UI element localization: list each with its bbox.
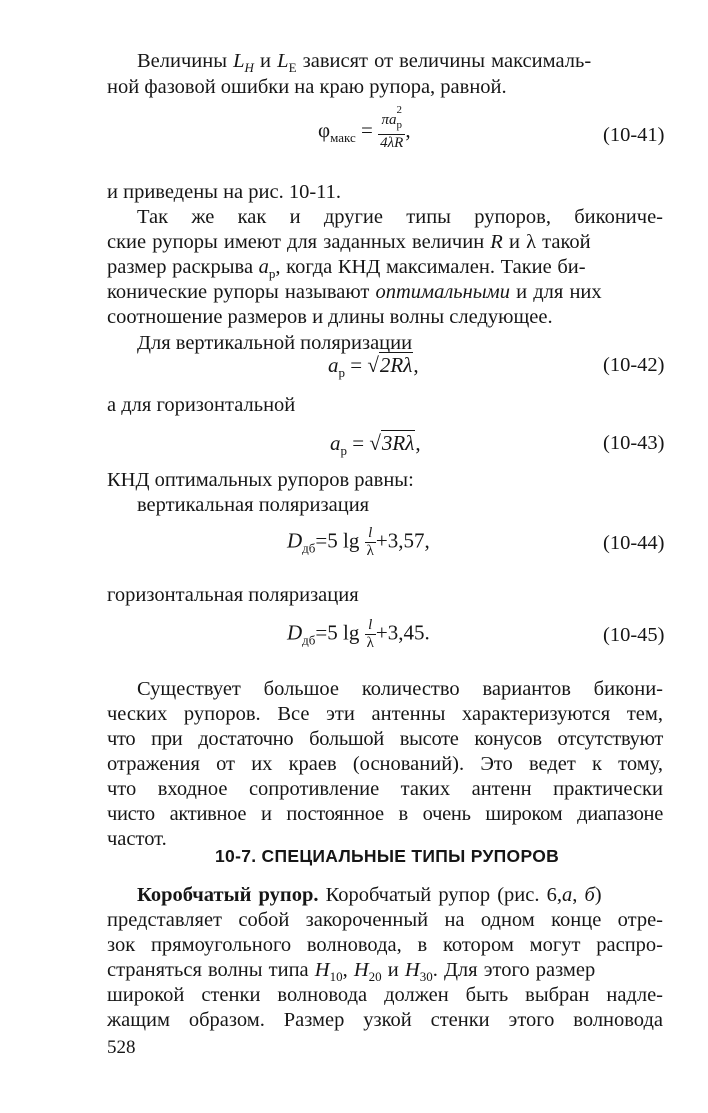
eq-lhs-sub: р (340, 443, 347, 459)
text-line: частот. (107, 828, 167, 850)
text-line: Коробчатый рупор. Коробчатый рупор (рис. 6,а, б) (137, 884, 602, 906)
symbol: L (277, 50, 289, 72)
eq-num-sup: 2 (396, 104, 402, 116)
symbol: R (490, 231, 503, 253)
eq-lhs: a (328, 353, 339, 377)
text-fragment: и для них (516, 281, 602, 303)
text-fragment: ские рупоры имеют для заданных величин (107, 231, 485, 253)
eq-lhs-sub: макс (330, 130, 356, 145)
eq-den: 4λR (380, 135, 404, 151)
text-fragment: зависят от величины максималь- (296, 50, 592, 72)
eq-lhs-sub: дб (302, 540, 316, 556)
eq-sign: = (355, 117, 379, 142)
equation-10-42: $a_р = √2R\lambda$, (328, 353, 419, 381)
equation-10-41: $\varphi_{макс}$ = πa 2 $_р$ 4λR , (318, 104, 411, 151)
text-fragment: размер раскрыва (107, 256, 254, 278)
text-line (107, 229, 663, 255)
text-fragment: и (502, 231, 527, 253)
eq-number: (10-42) (603, 354, 665, 376)
eq-tail: +3,57, (375, 528, 430, 553)
symbol-sub: р (268, 266, 276, 282)
symbol: L (233, 50, 245, 72)
symbol-sub: E (288, 60, 297, 76)
equation-10-44 (287, 525, 430, 562)
eq-lhs-sub: р (338, 365, 345, 381)
text-line: ной фазовой ошибки на краю рупора, равной. (107, 76, 507, 98)
text-line: зок прямоугольного волновода, в котором могут распро- (107, 934, 663, 956)
emphasis: оптимальными (375, 281, 511, 303)
text-line: жащим образом. Размер узкой стенки этого волновода (107, 1009, 663, 1031)
eq-lhs: a (330, 431, 341, 455)
eq-number: (10-41) (603, 124, 665, 146)
text-line: что при достаточно большой высоте конусов отсутствуют (107, 728, 663, 750)
symbol: a (258, 256, 269, 278)
eq-coef: =5 lg (315, 528, 360, 553)
eq-lhs: D (287, 528, 303, 553)
eq-number: (10-44) (603, 532, 665, 554)
text-line: горизонтальная поляризация (107, 584, 359, 606)
eq-number: (10-45) (603, 624, 665, 646)
eq-fraction (378, 104, 405, 152)
text-line: Существует большое количество вариантов бикони- (137, 678, 663, 700)
text-fragment: и (253, 50, 278, 72)
eq-lhs-sub: дб (302, 632, 316, 648)
text-line: КНД оптимальных рупоров равны: (107, 469, 414, 491)
text-line: соотношение размеров и длины волны следующее. (107, 306, 553, 328)
eq-radicand: 2Rλ (379, 353, 413, 377)
eq-fraction: $\frac{l}{\lambda}$ (366, 525, 374, 559)
text-line: а для горизонтальной (107, 394, 296, 416)
text-fragment: конические рупоры называют (107, 281, 370, 303)
symbol: λ (526, 231, 537, 253)
run-in-heading: Коробчатый рупор. (137, 884, 319, 906)
text-line: ческих рупоров. Все эти антенны характеризуются тем, (107, 703, 663, 725)
text-line: отражения от их краев (оснований). Это ведет к тому, (107, 753, 663, 775)
text-line: вертикальная поляризация (137, 494, 370, 516)
text-fragment: такой (536, 231, 591, 253)
eq-num-sub: р (396, 119, 402, 131)
text-line: представляет собой закороченный на одном конце отре- (107, 909, 663, 931)
eq-tail: +3,45. (375, 620, 430, 645)
section-heading: 10-7. СПЕЦИАЛЬНЫЕ ТИПЫ РУПОРОВ (215, 846, 560, 866)
text-line (107, 279, 602, 305)
eq-number: (10-43) (603, 432, 665, 454)
text-line: страняться волны типа $H_{10}$, $H_{20}$ и $H_{30}$. Для этого размер (107, 959, 596, 985)
text-fragment: Величины (137, 50, 227, 72)
equation-10-43: $a_р = √3R\lambda$, (330, 431, 421, 459)
text-fragment: Коробчатый рупор (рис. 6, (318, 884, 562, 906)
text-line: Так же как и другие типы рупоров, бикониче- (137, 206, 663, 228)
page-number: 528 (107, 1037, 136, 1058)
equation-10-45 (287, 617, 430, 654)
text-line: и приведены на рис. 10-11. (107, 181, 342, 203)
eq-lhs: φ (318, 117, 331, 142)
eq-fraction: $\frac{l}{\lambda}$ (366, 617, 374, 651)
eq-radicand: 3Rλ (381, 431, 415, 455)
eq-num: πa (381, 112, 397, 128)
text-line: чисто активное и постоянное в очень широком диапазоне (107, 803, 663, 825)
text-fragment: страняться волны типа (107, 959, 309, 981)
text-line: Для вертикальной поляризации (137, 332, 413, 354)
text-line: широкой стенки волновода должен быть выбран надле- (107, 984, 663, 1006)
eq-lhs: D (287, 620, 303, 645)
text-fragment: , когда КНД максимален. Такие би- (275, 256, 586, 278)
eq-coef: =5 lg (315, 620, 360, 645)
symbol-sub: H (244, 60, 254, 76)
text-line: что входное сопротивление таких антенн практически (107, 778, 663, 800)
